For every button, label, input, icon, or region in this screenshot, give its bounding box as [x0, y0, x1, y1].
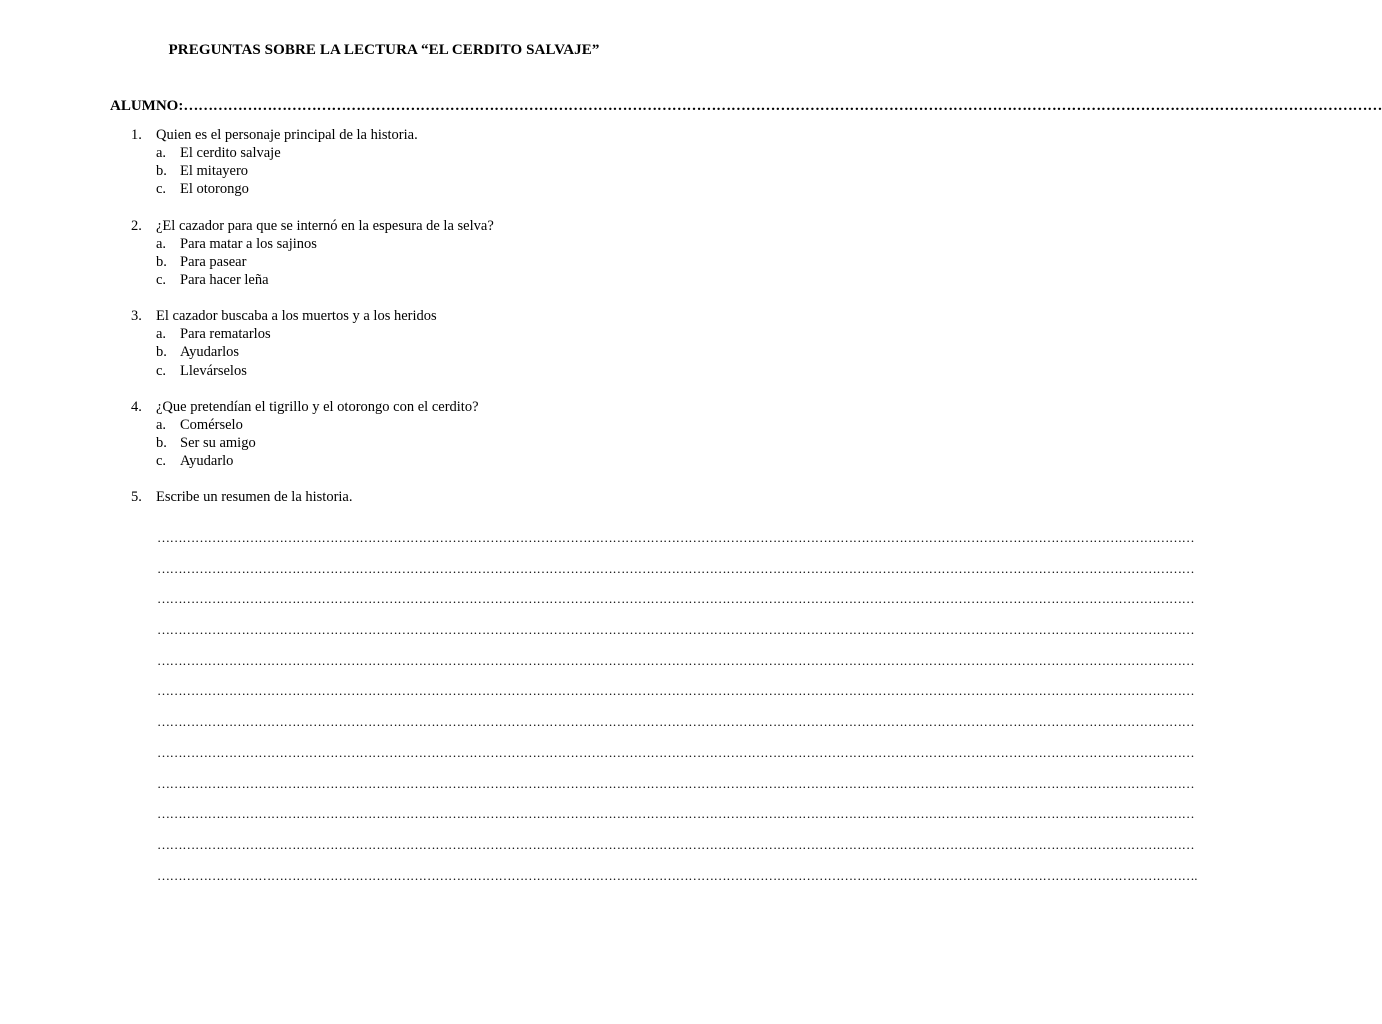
answer-option: [0, 343, 768, 361]
answer-option: [0, 362, 768, 380]
page-title: PREGUNTAS SOBRE LA LECTURA “EL CERDITO SALVAJE”: [168, 42, 600, 58]
student-name-field: [110, 98, 1382, 115]
option-letter: a.: [156, 326, 167, 343]
option-letter: b.: [156, 163, 167, 180]
answer-blank-line: …………………………………………………………………………………………………………………………………………………………………………………………………………………………: [157, 591, 1195, 607]
question-3: [0, 307, 768, 380]
option-text: Comérselo: [180, 416, 243, 433]
option-text: Ayudarlo: [180, 453, 234, 470]
answer-blank-line: …………………………………………………………………………………………………………………………………………………………………………………………………………………………: [157, 714, 1195, 730]
question-number: 2.: [131, 217, 142, 234]
answer-option: [0, 253, 768, 271]
question-number: 1.: [131, 127, 142, 143]
question-number: 5.: [131, 489, 142, 506]
question-1: [0, 126, 768, 199]
answer-blank-line: …………………………………………………………………………………………………………………………………………………………………………………………………………………………: [157, 652, 1195, 668]
answer-blank-line: …………………………………………………………………………………………………………………………………………………………………………………………………………………………: [157, 836, 1195, 852]
option-text: Ser su amigo: [180, 434, 256, 451]
answer-blank-line: …………………………………………………………………………………………………………………………………………………………………………………………………………………………: [157, 683, 1195, 699]
question-text: ¿El cazador para que se internó en la espesura de la selva?: [156, 217, 494, 234]
answer-option: [0, 325, 768, 343]
option-letter: a.: [156, 235, 167, 252]
option-text: El otorongo: [180, 181, 249, 198]
question-line: [0, 307, 768, 325]
answer-option: [0, 271, 768, 289]
student-name-blank: ………………………………………………………………………………………………………………………………………………………………………………………………………………………: [183, 98, 1382, 114]
question-5: [0, 488, 768, 506]
question-text: Escribe un resumen de la historia.: [156, 489, 353, 506]
option-letter: c.: [156, 362, 167, 379]
answer-blank-line: …………………………………………………………………………………………………………………………………………………………………………………………………………………………: [157, 622, 1195, 638]
option-letter: a.: [156, 145, 167, 161]
answer-option: [0, 144, 768, 162]
option-text: Llevárselos: [180, 362, 247, 379]
question-text: Quien es el personaje principal de la historia.: [156, 127, 418, 143]
question-2: [0, 217, 768, 290]
question-text: El cazador buscaba a los muertos y a los heridos: [156, 308, 437, 325]
option-letter: b.: [156, 434, 167, 451]
question-number: 4.: [131, 398, 142, 415]
answer-blank-line: …………………………………………………………………………………………………………………………………………………………………………………………………………………………: [157, 806, 1195, 822]
option-text: Para rematarlos: [180, 326, 271, 343]
answer-blank-line: ………………………………………………………………………………………………………………………………………………………………………………………………………………………….: [157, 867, 1198, 883]
question-text: ¿Que pretendían el tigrillo y el otorongo con el cerdito?: [156, 398, 479, 415]
answer-option: [0, 162, 768, 180]
question-line: [0, 126, 768, 144]
student-label: ALUMNO:: [110, 98, 184, 114]
summary-answer-area: [157, 523, 1198, 891]
option-text: Para pasear: [180, 253, 247, 270]
option-text: Para hacer leña: [180, 271, 269, 288]
option-letter: c.: [156, 271, 167, 288]
answer-blank-line: …………………………………………………………………………………………………………………………………………………………………………………………………………………………: [157, 744, 1195, 760]
question-line: [0, 217, 768, 235]
option-text: El cerdito salvaje: [180, 145, 281, 161]
question-line: [0, 488, 768, 506]
option-text: El mitayero: [180, 163, 249, 180]
question-line: [0, 398, 768, 416]
question-number: 3.: [131, 308, 142, 325]
option-text: Para matar a los sajinos: [180, 235, 317, 252]
option-text: Ayudarlos: [180, 344, 240, 361]
option-letter: a.: [156, 416, 167, 433]
answer-option: [0, 416, 768, 434]
question-list: [0, 126, 768, 524]
option-letter: c.: [156, 181, 167, 198]
question-4: [0, 398, 768, 471]
answer-option: [0, 434, 768, 452]
option-letter: b.: [156, 344, 167, 361]
answer-option: [0, 452, 768, 470]
option-letter: b.: [156, 253, 167, 270]
answer-option: [0, 180, 768, 198]
answer-blank-line: …………………………………………………………………………………………………………………………………………………………………………………………………………………………: [157, 775, 1195, 791]
answer-blank-line: …………………………………………………………………………………………………………………………………………………………………………………………………………………………: [157, 560, 1195, 576]
answer-option: [0, 235, 768, 253]
answer-blank-line: …………………………………………………………………………………………………………………………………………………………………………………………………………………………: [157, 530, 1195, 545]
option-letter: c.: [156, 453, 167, 470]
